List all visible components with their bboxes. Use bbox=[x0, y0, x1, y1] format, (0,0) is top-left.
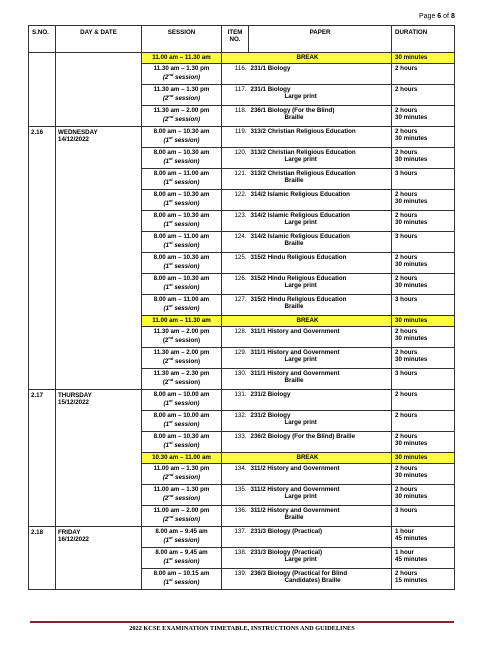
exam-row bbox=[29, 127, 455, 148]
duration: 30 minutes bbox=[392, 453, 455, 464]
duration-line: 2 hours bbox=[395, 275, 418, 282]
paper-name bbox=[249, 506, 392, 527]
col-session: SESSION bbox=[142, 26, 222, 53]
duration-line: 30 minutes bbox=[395, 472, 428, 480]
paper-format: Large print bbox=[284, 493, 317, 501]
paper-title: 315/2 Hindu Religious Education bbox=[250, 275, 347, 282]
session-range: 8.00 am – 10.30 am bbox=[153, 433, 210, 440]
duration-line: 30 minutes bbox=[395, 114, 428, 122]
session-time bbox=[142, 464, 222, 485]
paper-format: Braille bbox=[284, 240, 304, 248]
duration-line: 1 hour bbox=[395, 549, 414, 556]
paper-format: Braille bbox=[284, 514, 304, 522]
footer-bar bbox=[30, 621, 454, 633]
duration: 30 minutes bbox=[392, 316, 455, 327]
duration: 3 hours bbox=[392, 506, 455, 527]
session-time bbox=[142, 274, 222, 295]
day-date bbox=[56, 527, 142, 590]
session-range: 11.00 am – 11.30 am bbox=[152, 54, 211, 61]
paper-title: 231/2 Biology bbox=[250, 391, 291, 398]
duration-line: 2 hours bbox=[395, 486, 418, 493]
date: 16/12/2022 bbox=[58, 536, 89, 544]
duration-line: 2 hours bbox=[395, 433, 418, 440]
session-time bbox=[142, 411, 222, 432]
duration-line: 30 minutes bbox=[395, 335, 428, 343]
paper-name bbox=[249, 253, 392, 274]
item-number: 134. bbox=[222, 464, 249, 485]
session-label: (1st session) bbox=[163, 555, 200, 565]
item-number: 121. bbox=[222, 169, 249, 190]
item-number: 128. bbox=[222, 327, 249, 348]
session-range: 11.30 am – 1.30 pm bbox=[153, 65, 210, 72]
session-time bbox=[142, 485, 222, 506]
paper-title: 231/1 Biology bbox=[250, 65, 291, 72]
session-range: 11.30 am – 1.30 pm bbox=[153, 86, 210, 93]
session-range: 8.00 am – 10.30 am bbox=[153, 275, 210, 282]
date: 14/12/2022 bbox=[58, 136, 89, 144]
paper-name bbox=[249, 148, 392, 169]
session-range: 8.00 am – 10.00 am bbox=[153, 391, 210, 398]
session-time bbox=[142, 85, 222, 106]
paper-title: 315/2 Hindu Religious Education bbox=[250, 254, 347, 261]
session-label: (1st session) bbox=[163, 155, 200, 165]
page-number: Page 6 of 8 bbox=[419, 13, 455, 20]
session-label: (2nd session) bbox=[162, 376, 201, 386]
session-time bbox=[142, 453, 222, 464]
item-number: 135. bbox=[222, 485, 249, 506]
paper-title: 313/2 Christian Religious Education bbox=[250, 149, 356, 156]
paper-title: 315/2 Hindu Religious Education bbox=[250, 296, 347, 303]
duration-line: 30 minutes bbox=[395, 356, 428, 364]
session-time bbox=[142, 506, 222, 527]
session-label: (1st session) bbox=[163, 397, 200, 407]
duration-line: 2 hours bbox=[395, 465, 418, 472]
session-time bbox=[142, 527, 222, 548]
session-label: (1st session) bbox=[163, 418, 200, 428]
paper-name bbox=[249, 190, 392, 211]
paper-title: 236/2 Biology (For the Blind) Braille bbox=[250, 433, 356, 440]
duration bbox=[392, 274, 455, 295]
item-number: 116. bbox=[222, 64, 249, 85]
paper-name bbox=[249, 348, 392, 369]
duration-line: 30 minutes bbox=[395, 282, 428, 290]
duration-line: 2 hours bbox=[395, 149, 418, 156]
item-number: 136. bbox=[222, 506, 249, 527]
exam-row bbox=[29, 390, 455, 411]
break-label: BREAK bbox=[222, 53, 392, 64]
paper-name bbox=[249, 369, 392, 390]
session-time bbox=[142, 327, 222, 348]
item-number: 117. bbox=[222, 85, 249, 106]
paper-title: 313/2 Christian Religious Education bbox=[250, 128, 356, 135]
session-time bbox=[142, 106, 222, 127]
paper-format: Braille bbox=[284, 114, 304, 122]
session-label: (1st session) bbox=[163, 302, 200, 312]
paper-format: Large print bbox=[284, 419, 317, 427]
paper-title: 314/2 Islamic Religious Education bbox=[250, 233, 350, 240]
session-time bbox=[142, 232, 222, 253]
duration-line: 2 hours bbox=[395, 212, 418, 219]
serial-number bbox=[29, 53, 56, 127]
session-range: 8.00 am – 10.30 am bbox=[153, 128, 210, 135]
item-number: 132. bbox=[222, 411, 249, 432]
item-number: 139. bbox=[222, 569, 249, 590]
paper-name bbox=[249, 295, 392, 316]
paper-title: 231/3 Biology (Practical) bbox=[250, 528, 323, 535]
duration-line: 2 hours bbox=[395, 107, 418, 114]
paper-name bbox=[249, 390, 392, 411]
session-time bbox=[142, 169, 222, 190]
session-range: 8.00 am – 9.45 am bbox=[155, 528, 208, 535]
session-label: (1st session) bbox=[163, 218, 200, 228]
duration-line: 1 hour bbox=[395, 528, 414, 535]
exam-row bbox=[29, 527, 455, 548]
col-item-no: ITEM NO. bbox=[222, 26, 249, 53]
duration bbox=[392, 348, 455, 369]
duration: 2 hours bbox=[392, 411, 455, 432]
item-number: 131. bbox=[222, 390, 249, 411]
session-label: (2nd session) bbox=[162, 471, 201, 481]
item-number: 125. bbox=[222, 253, 249, 274]
duration-line: 2 hours bbox=[395, 191, 418, 198]
serial-number: 2.18 bbox=[29, 527, 56, 590]
session-label: (1st session) bbox=[163, 134, 200, 144]
item-number: 126. bbox=[222, 274, 249, 295]
duration-line: 30 minutes bbox=[395, 198, 428, 206]
session-time bbox=[142, 211, 222, 232]
paper-title: 311/2 History and Government bbox=[250, 507, 340, 514]
item-number: 137. bbox=[222, 527, 249, 548]
duration-line: 45 minutes bbox=[395, 556, 428, 564]
paper-title: 313/2 Christian Religious Education bbox=[250, 170, 356, 177]
paper-format: Large print bbox=[284, 556, 317, 564]
session-range: 8.00 am – 11.00 am bbox=[153, 233, 210, 240]
session-time bbox=[142, 64, 222, 85]
session-label: (1st session) bbox=[163, 576, 200, 586]
session-range: 11.30 am – 2.00 pm bbox=[153, 328, 210, 335]
duration-line: 30 minutes bbox=[395, 440, 428, 448]
item-number: 130. bbox=[222, 369, 249, 390]
paper-format: Large print bbox=[284, 282, 317, 290]
session-label: (1st session) bbox=[163, 260, 200, 270]
paper-title: 314/2 Islamic Religious Education bbox=[250, 191, 350, 198]
duration bbox=[392, 527, 455, 548]
paper-name bbox=[249, 64, 392, 85]
paper-format: Braille bbox=[284, 177, 304, 185]
session-range: 8.00 am – 10.30 am bbox=[153, 149, 210, 156]
paper-name bbox=[249, 327, 392, 348]
session-time bbox=[142, 348, 222, 369]
session-label: (2nd session) bbox=[162, 355, 201, 365]
col-paper: PAPER bbox=[249, 26, 392, 53]
duration: 2 hours bbox=[392, 85, 455, 106]
session-range: 11.00 am – 1.30 pm bbox=[153, 486, 210, 493]
session-time bbox=[142, 295, 222, 316]
session-time bbox=[142, 127, 222, 148]
session-range: 8.00 am – 10.15 am bbox=[153, 570, 210, 577]
session-range: 8.00 am – 11.00 am bbox=[153, 296, 210, 303]
session-time bbox=[142, 190, 222, 211]
duration: 3 hours bbox=[392, 369, 455, 390]
session-label: (2nd session) bbox=[162, 113, 201, 123]
duration bbox=[392, 148, 455, 169]
duration-line: 30 minutes bbox=[395, 156, 428, 164]
duration-line: 2 hours bbox=[395, 349, 418, 356]
session-time bbox=[142, 548, 222, 569]
session-label: (2nd session) bbox=[162, 71, 201, 81]
paper-name bbox=[249, 485, 392, 506]
session-time bbox=[142, 316, 222, 327]
paper-title: 314/2 Islamic Religious Education bbox=[250, 212, 350, 219]
break-label: BREAK bbox=[222, 316, 392, 327]
duration bbox=[392, 127, 455, 148]
duration-line: 30 minutes bbox=[395, 261, 428, 269]
duration bbox=[392, 464, 455, 485]
session-label: (1st session) bbox=[163, 439, 200, 449]
paper-name bbox=[249, 211, 392, 232]
duration-line: 2 hours bbox=[395, 570, 418, 577]
paper-name bbox=[249, 411, 392, 432]
duration bbox=[392, 106, 455, 127]
session-label: (2nd session) bbox=[162, 513, 201, 523]
duration-line: 30 minutes bbox=[395, 493, 428, 501]
session-time bbox=[142, 53, 222, 64]
duration: 2 hours bbox=[392, 64, 455, 85]
session-range: 11.30 am – 2.00 pm bbox=[153, 349, 210, 356]
header-row bbox=[29, 26, 455, 53]
session-range: 8.00 am – 10.30 am bbox=[153, 191, 210, 198]
paper-title: 311/1 History and Government bbox=[250, 370, 340, 377]
col-duration: DURATION bbox=[392, 26, 455, 53]
duration-line: 2 hours bbox=[395, 254, 418, 261]
session-time bbox=[142, 148, 222, 169]
paper-format: Large print bbox=[284, 156, 317, 164]
duration: 3 hours bbox=[392, 295, 455, 316]
paper-title: 311/2 History and Government bbox=[250, 465, 340, 472]
paper-name bbox=[249, 432, 392, 453]
paper-name bbox=[249, 569, 392, 590]
session-time bbox=[142, 432, 222, 453]
duration-line: 45 minutes bbox=[395, 535, 428, 543]
serial-number: 2.17 bbox=[29, 390, 56, 527]
timetable bbox=[28, 25, 455, 590]
paper-format: Large print bbox=[284, 219, 317, 227]
session-range: 11.30 am – 2.30 pm bbox=[153, 370, 210, 377]
duration: 2 hours bbox=[392, 390, 455, 411]
duration-line: 30 minutes bbox=[395, 219, 428, 227]
session-range: 8.00 am – 10.30 am bbox=[153, 212, 210, 219]
session-range: 11.30 am – 2.00 pm bbox=[153, 107, 210, 114]
footer-title: 2022 KCSE EXAMINATION TIMETABLE, INSTRUCTIONS AND GUIDELINES bbox=[129, 625, 355, 632]
paper-name bbox=[249, 85, 392, 106]
paper-title: 231/1 Biology bbox=[250, 86, 291, 93]
session-label: (2nd session) bbox=[162, 492, 201, 502]
paper-format: Braille bbox=[284, 303, 304, 311]
paper-title: 311/1 History and Government bbox=[250, 328, 340, 335]
col-sno: S.NO. bbox=[29, 26, 56, 53]
col-day-date: DAY & DATE bbox=[56, 26, 142, 53]
session-label: (1st session) bbox=[163, 197, 200, 207]
session-label: (1st session) bbox=[163, 239, 200, 249]
day-name: THURSDAY bbox=[58, 392, 92, 399]
duration bbox=[392, 190, 455, 211]
break-row bbox=[29, 53, 455, 64]
paper-name bbox=[249, 274, 392, 295]
day-date bbox=[56, 390, 142, 527]
duration bbox=[392, 327, 455, 348]
paper-format: Braille bbox=[284, 377, 304, 385]
item-number: 127. bbox=[222, 295, 249, 316]
session-label: (2nd session) bbox=[162, 334, 201, 344]
paper-name bbox=[249, 464, 392, 485]
serial-number: 2.16 bbox=[29, 127, 56, 390]
break-label: BREAK bbox=[222, 453, 392, 464]
item-number: 122. bbox=[222, 190, 249, 211]
session-time bbox=[142, 253, 222, 274]
day-date bbox=[56, 127, 142, 390]
session-range: 8.00 am – 11.00 am bbox=[153, 170, 210, 177]
duration: 3 hours bbox=[392, 169, 455, 190]
session-range: 8.00 am – 10.30 am bbox=[153, 254, 210, 261]
item-number: 124. bbox=[222, 232, 249, 253]
session-range: 11.00 am – 11.30 am bbox=[152, 317, 211, 324]
duration-line: 2 hours bbox=[395, 328, 418, 335]
session-label: (1st session) bbox=[163, 176, 200, 186]
duration bbox=[392, 548, 455, 569]
paper-title: 236/1 Biology (For the Blind) bbox=[250, 107, 335, 114]
item-number: 129. bbox=[222, 348, 249, 369]
item-number: 138. bbox=[222, 548, 249, 569]
day-name: WEDNESDAY bbox=[58, 129, 98, 136]
paper-format: Large print bbox=[284, 356, 317, 364]
duration: 3 hours bbox=[392, 232, 455, 253]
paper-title: 311/1 History and Government bbox=[250, 349, 340, 356]
session-time bbox=[142, 369, 222, 390]
duration bbox=[392, 211, 455, 232]
duration-line: 2 hours bbox=[395, 128, 418, 135]
paper-name bbox=[249, 232, 392, 253]
paper-title: 231/2 Biology bbox=[250, 412, 291, 419]
duration bbox=[392, 569, 455, 590]
day-name: FRIDAY bbox=[58, 529, 81, 536]
paper-name bbox=[249, 169, 392, 190]
day-date bbox=[56, 53, 142, 127]
session-label: (1st session) bbox=[163, 281, 200, 291]
paper-title: 236/3 Biology (Practical for Blind bbox=[250, 570, 348, 577]
session-label: (1st session) bbox=[163, 534, 200, 544]
paper-name bbox=[249, 548, 392, 569]
paper-name bbox=[249, 106, 392, 127]
item-number: 123. bbox=[222, 211, 249, 232]
paper-format: Large print bbox=[284, 93, 317, 101]
item-number: 120. bbox=[222, 148, 249, 169]
paper-title: 311/2 History and Government bbox=[250, 486, 340, 493]
session-range: 8.00 am – 9.45 am bbox=[155, 549, 208, 556]
session-range: 10.30 am – 11.00 am bbox=[152, 454, 211, 461]
duration bbox=[392, 485, 455, 506]
date: 15/12/2022 bbox=[58, 399, 89, 407]
duration bbox=[392, 253, 455, 274]
paper-name bbox=[249, 127, 392, 148]
duration-line: 30 minutes bbox=[395, 135, 428, 143]
session-label: (2nd session) bbox=[162, 92, 201, 102]
session-time bbox=[142, 569, 222, 590]
duration: 30 minutes bbox=[392, 53, 455, 64]
duration bbox=[392, 432, 455, 453]
session-range: 11.00 am – 1.30 pm bbox=[153, 465, 210, 472]
session-range: 11.00 am – 2.00 pm bbox=[153, 507, 210, 514]
item-number: 118. bbox=[222, 106, 249, 127]
session-time bbox=[142, 390, 222, 411]
paper-format: Candidates) Braille bbox=[284, 577, 341, 585]
item-number: 119. bbox=[222, 127, 249, 148]
duration-line: 15 minutes bbox=[395, 577, 428, 585]
session-range: 8.00 am – 10.00 am bbox=[153, 412, 210, 419]
paper-name bbox=[249, 527, 392, 548]
paper-title: 231/3 Biology (Practical) bbox=[250, 549, 323, 556]
item-number: 133. bbox=[222, 432, 249, 453]
